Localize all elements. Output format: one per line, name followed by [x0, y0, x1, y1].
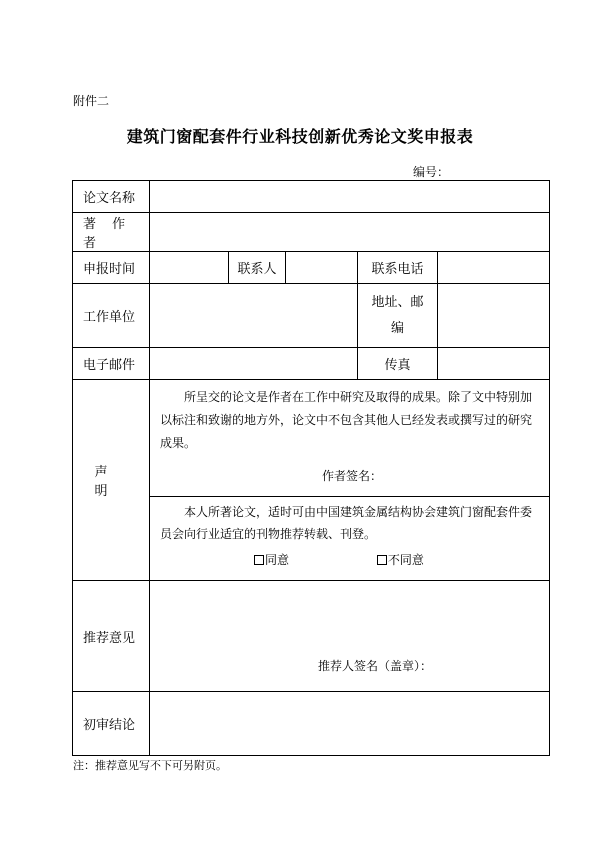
fax-label: 传真 [358, 348, 438, 380]
declaration-label: 声 明 [73, 380, 150, 581]
paper-name-label: 论文名称 [73, 181, 150, 213]
disagree-checkbox-icon[interactable] [377, 555, 387, 565]
attachment-label: 附件二 [73, 94, 110, 108]
author-signature-label: 作者签名： [322, 469, 383, 483]
email-field[interactable] [150, 348, 358, 380]
email-label: 电子邮件 [73, 348, 150, 380]
unit-field[interactable] [150, 284, 358, 348]
author-label: 著 作 者 [73, 213, 150, 252]
author-field[interactable] [150, 213, 550, 252]
phone-label: 联系电话 [358, 252, 438, 284]
footnote: 注：推荐意见写不下可另附页。 [73, 759, 227, 772]
recommend-label: 推荐意见 [73, 581, 150, 692]
recommend-field[interactable] [150, 581, 550, 692]
date-label: 申报时间 [73, 252, 150, 284]
declaration-text: 所呈交的论文是作者在工作中研究及取得的成果。除了文中特别加以标注和致谢的地方外，论文中不包含其他人已经发表或撰写过的研究成果。 [160, 390, 533, 450]
agree-option[interactable] [254, 551, 289, 568]
declaration-cell [150, 380, 550, 581]
application-form-table [72, 180, 550, 756]
address-label [358, 284, 438, 348]
recommender-signature-label: 推荐人签名（盖章）： [318, 659, 433, 673]
serial-number-label: 编号： [413, 165, 450, 179]
review-label: 初审结论 [73, 692, 150, 756]
consent-options [150, 545, 549, 568]
unit-label: 工作单位 [73, 284, 150, 348]
agree-label: 同意 [265, 553, 290, 567]
form-title: 建筑门窗配套件行业科技创新优秀论文奖申报表 [126, 127, 474, 146]
address-field[interactable] [438, 284, 550, 348]
consent-text: 本人所著论文，适时可由中国建筑金属结构协会建筑门窗配套件委员会向行业适宜的刊物推荐转载、刊登。 [160, 505, 533, 541]
fax-field[interactable] [438, 348, 550, 380]
agree-checkbox-icon[interactable] [254, 555, 264, 565]
review-field[interactable] [150, 692, 550, 756]
date-field[interactable] [150, 252, 229, 284]
phone-field[interactable] [438, 252, 550, 284]
disagree-label: 不同意 [387, 553, 424, 567]
contact-label: 联系人 [229, 252, 286, 284]
address-label-line2: 编 [390, 320, 404, 336]
disagree-option[interactable] [377, 551, 424, 568]
address-label-line1: 地址、邮 [371, 294, 424, 310]
paper-name-field[interactable] [150, 181, 550, 213]
contact-field[interactable] [286, 252, 358, 284]
